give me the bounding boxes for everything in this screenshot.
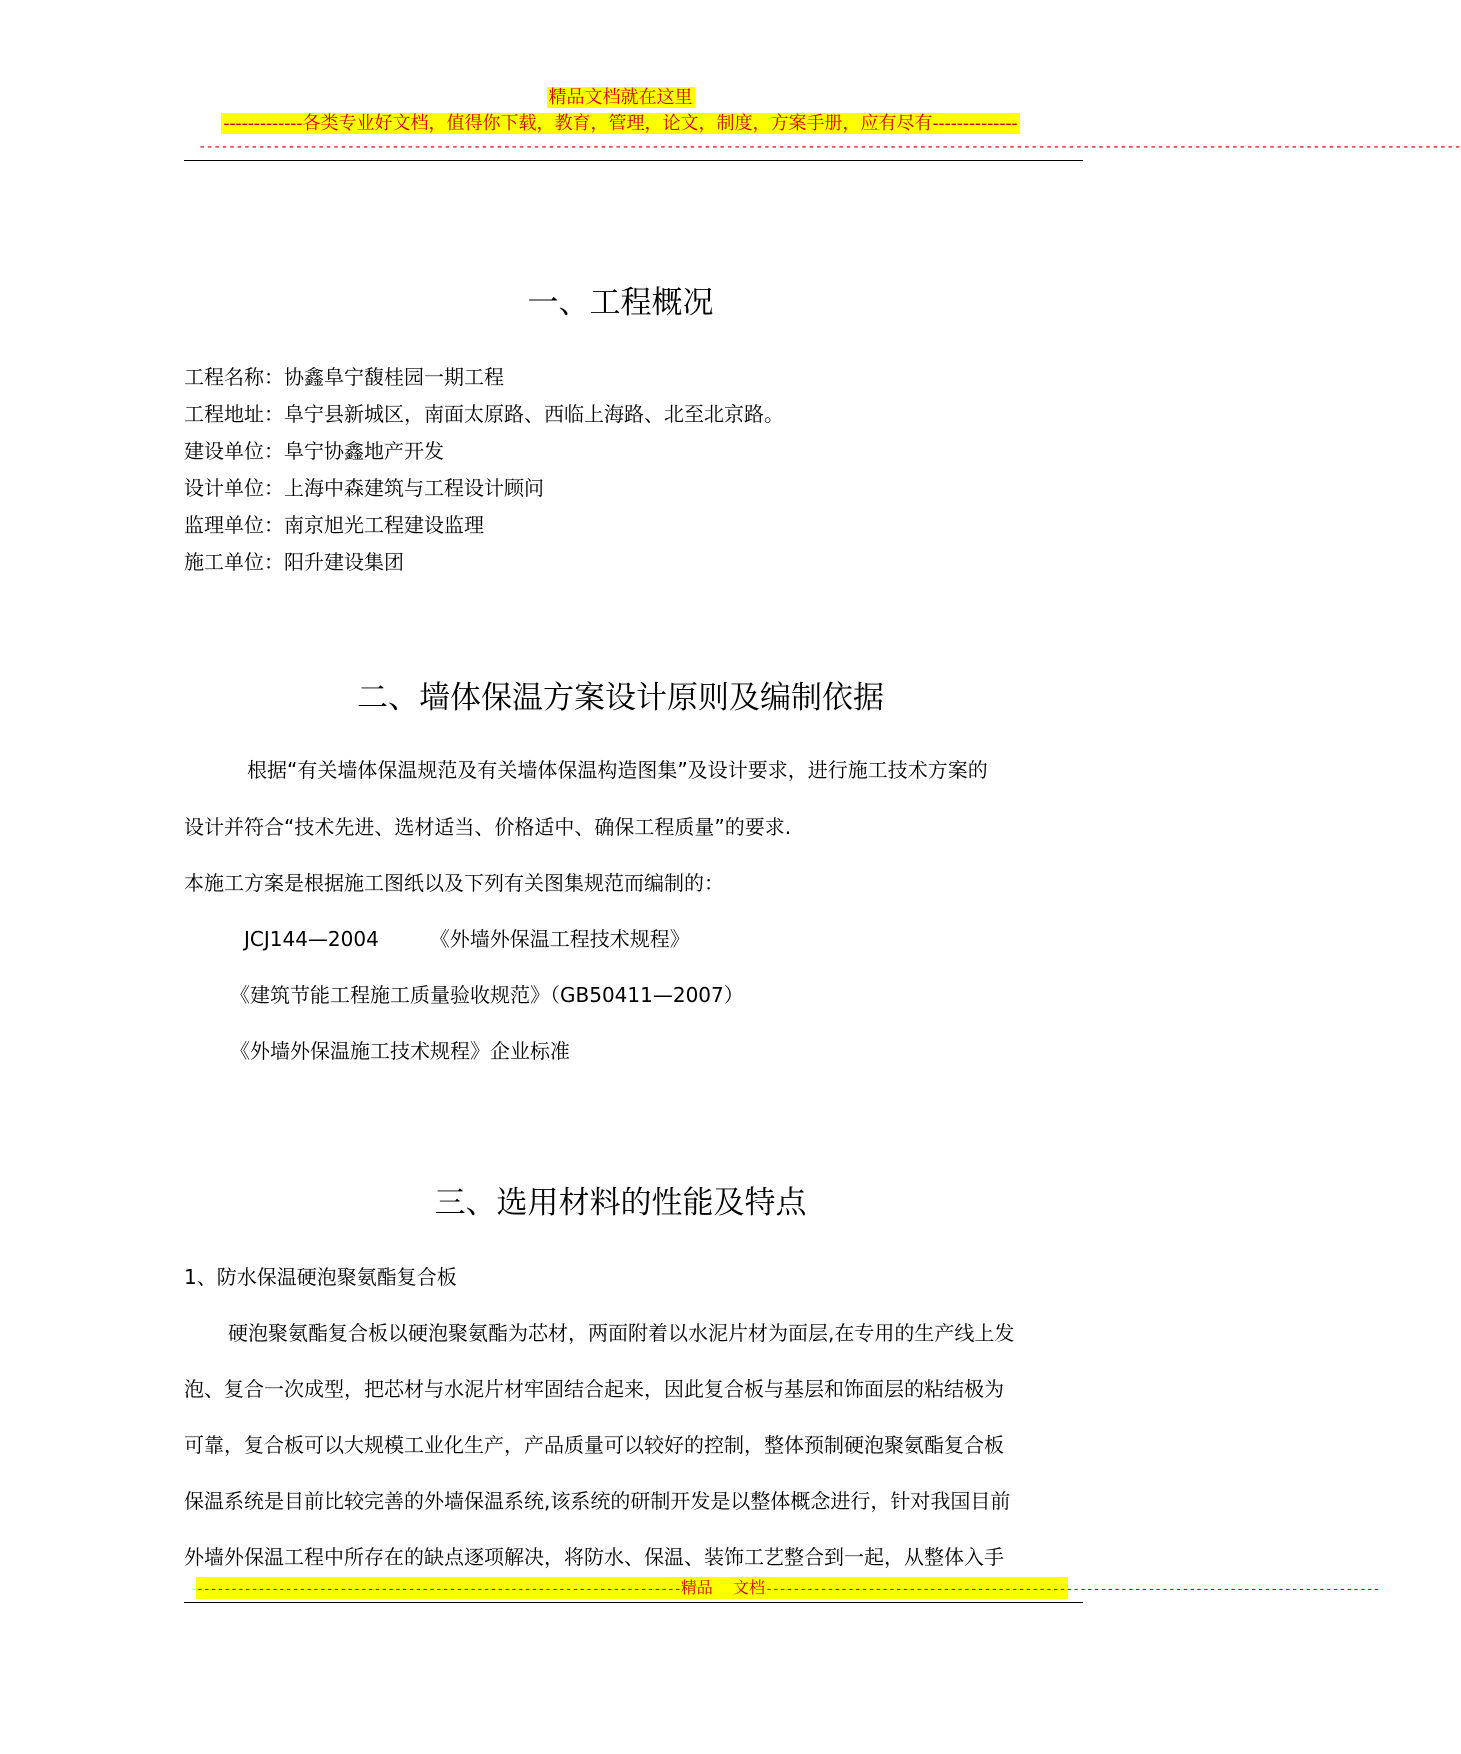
header-subtitle bbox=[0, 112, 1241, 136]
basis-intro: 本施工方案是根据施工图纸以及下列有关图集规范而编制的： bbox=[184, 871, 724, 895]
material-paragraph-line: 外墙外保温工程中所存在的缺点逐项解决，将防水、保温、装饰工艺整合到一起，从整体入手 bbox=[184, 1545, 1004, 1569]
material-paragraph-line: 硬泡聚氨酯复合板以硬泡聚氨酯为芯材，两面附着以水泥片材为面层,在专用的生产线上发 bbox=[228, 1321, 1015, 1345]
header-rule bbox=[184, 160, 1083, 161]
footer-watermark bbox=[196, 1577, 1380, 1599]
header-subtitle-text: -------------各类专业好文档，值得你下载，教育，管理，论文，制度，方案手册，应有尽有-------------- bbox=[223, 113, 1018, 134]
supervisor-line: 监理单位：南京旭光工程建设监理 bbox=[184, 513, 484, 537]
section-1-title: 一、工程概况 bbox=[527, 285, 714, 321]
footer-left-dashes: ----------------------------------------------------------------------- bbox=[196, 1582, 681, 1597]
section-2-title: 二、墙体保温方案设计原则及编制依据 bbox=[357, 680, 884, 716]
header-title bbox=[0, 86, 1241, 110]
material-paragraph-line: 保温系统是目前比较完善的外墙保温系统,该系统的研制开发是以整体概念进行，针对我国目前 bbox=[184, 1489, 1011, 1513]
material-paragraph-line: 泡、复合一次成型，把芯材与水泥片材牢固结合起来，因此复合板与基层和饰面层的粘结极为 bbox=[184, 1377, 1004, 1401]
reference-item: 《建筑节能工程施工质量验收规范》（GB50411—2007） bbox=[230, 983, 744, 1007]
footer-label: 精品 文档 bbox=[680, 1578, 766, 1597]
material-paragraph-line: 可靠，复合板可以大规模工业化生产，产品质量可以较好的控制，整体预制硬泡聚氨酯复合板 bbox=[184, 1433, 1004, 1457]
footer-right-dashes: ------------------------------------------------------------------------------------------ bbox=[765, 1582, 1380, 1597]
project-address-line: 工程地址：阜宁县新城区，南面太原路、西临上海路、北至北京路。 bbox=[184, 402, 784, 426]
developer-line: 建设单位：阜宁协鑫地产开发 bbox=[184, 439, 444, 463]
reference-item: 《外墙外保温施工技术规程》企业标准 bbox=[230, 1039, 570, 1063]
designer-line: 设计单位：上海中森建筑与工程设计顾问 bbox=[184, 476, 544, 500]
header-title-text: 精品文档就在这里 bbox=[548, 87, 693, 108]
principle-paragraph-line-1: 根据“有关墙体保温规范及有关墙体保温构造图集”及设计要求，进行施工技术方案的 bbox=[247, 758, 988, 782]
principle-paragraph-line-2: 设计并符合“技术先进、选材适当、价格适中、确保工程质量”的要求. bbox=[184, 815, 792, 839]
section-3-title: 三、选用材料的性能及特点 bbox=[434, 1185, 807, 1221]
header-dash-line: -------------------------------------------------------------------------------------------------------------------------------------------------------------------------- bbox=[198, 139, 1461, 155]
footer-rule bbox=[184, 1602, 1083, 1603]
reference-item: JCJ144—2004 《外墙外保温工程技术规程》 bbox=[244, 927, 690, 951]
contractor-line: 施工单位：阳升建设集团 bbox=[184, 550, 404, 574]
project-name-line: 工程名称：协鑫阜宁馥桂园一期工程 bbox=[184, 365, 504, 389]
material-subheading: 1、防水保温硬泡聚氨酯复合板 bbox=[184, 1265, 457, 1289]
